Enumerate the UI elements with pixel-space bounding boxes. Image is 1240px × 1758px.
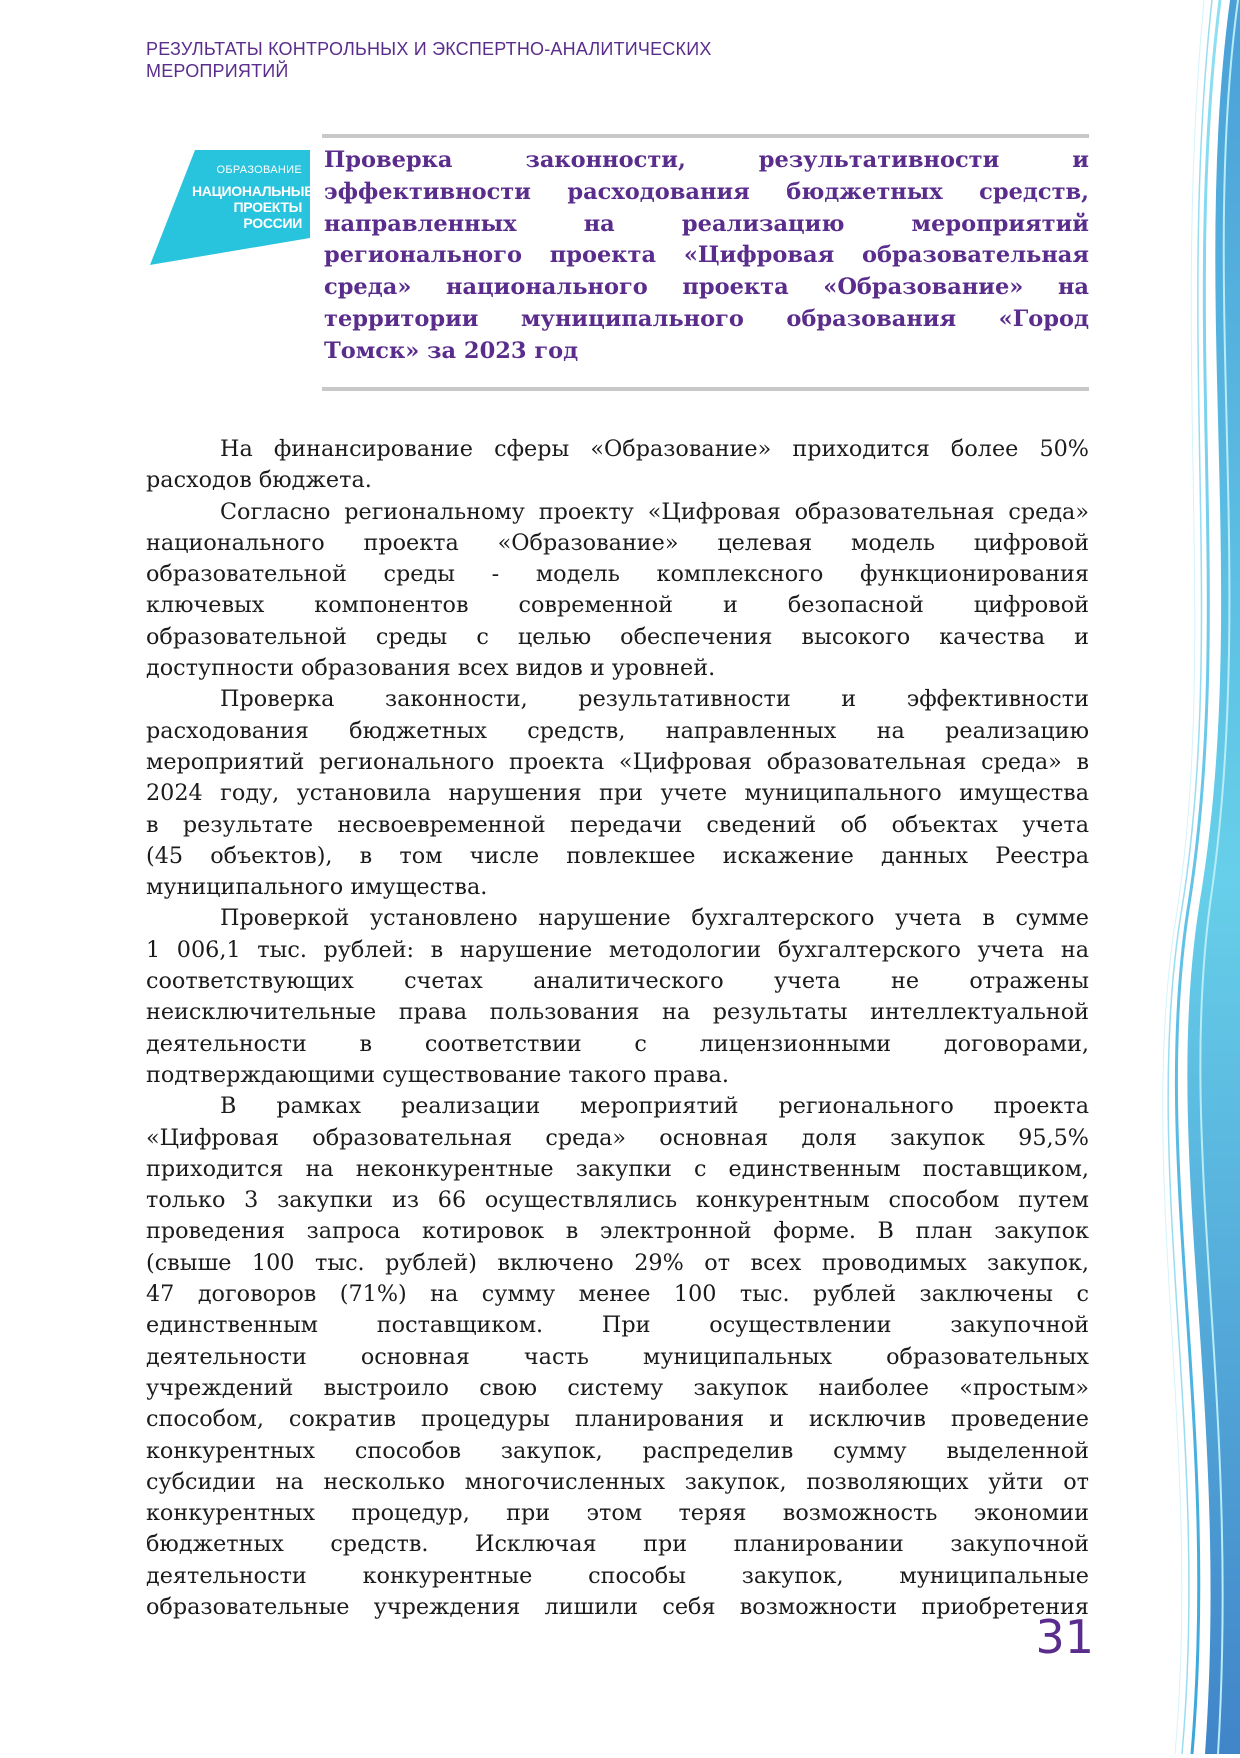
title-line: направленных на реализацию мероприятий: [324, 210, 1089, 237]
paragraph-line: образовательные учреждения лишили себя возможности приобретения: [146, 1593, 1089, 1620]
decorative-swoosh: [1080, 0, 1240, 1754]
page-number: 31: [1035, 1610, 1094, 1664]
paragraph-line: «Цифровая образовательная среда» основная доля закупок 95,5%: [146, 1124, 1089, 1151]
logo-caption: ОБРАЗОВАНИЕ: [216, 164, 302, 176]
title-line: территории муниципального образования «Город: [324, 305, 1089, 332]
paragraph-line: расходов бюджета.: [146, 467, 372, 494]
paragraph-line: мероприятий регионального проекта «Цифровая образовательная среда» в: [146, 748, 1089, 775]
paragraph-line: ключевых компонентов современной и безопасной цифровой: [146, 592, 1089, 619]
paragraph-line: деятельности конкурентные способы закупок, муниципальные: [146, 1562, 1089, 1589]
running-header-line: РЕЗУЛЬТАТЫ КОНТРОЛЬНЫХ И ЭКСПЕРТНО-АНАЛИТИЧЕСКИХ: [146, 39, 712, 59]
title-bottom-rule: [322, 387, 1089, 391]
paragraph-line: расходования бюджетных средств, направленных на реализацию: [146, 717, 1089, 744]
paragraph-line: деятельности основная часть муниципальных образовательных: [146, 1343, 1089, 1370]
logo-line: ПРОЕКТЫ: [233, 199, 302, 215]
paragraph-line: национального проекта «Образование» целевая модель цифровой: [146, 529, 1089, 556]
paragraph-line: Проверка законности, результативности и эффективности: [220, 686, 1089, 713]
paragraph-line: неисключительные права пользования на результаты интеллектуальной: [146, 999, 1089, 1026]
paragraph-line: проведения запроса котировок в электронной форме. В план закупок: [146, 1218, 1089, 1245]
title-line: эффективности расходования бюджетных средств,: [324, 178, 1089, 205]
title-line: регионального проекта «Цифровая образовательная: [324, 242, 1089, 269]
paragraph-line: приходится на неконкурентные закупки с единственным поставщиком,: [146, 1155, 1089, 1182]
title-line: Томск» за 2023 год: [324, 337, 579, 364]
paragraph-line: (свыше 100 тыс. рублей) включено 29% от всех проводимых закупок,: [146, 1249, 1089, 1276]
paragraph-line: (45 объектов), в том числе повлекшее искажение данных Реестра: [146, 842, 1089, 869]
paragraph-line: подтверждающими существование такого права.: [146, 1061, 729, 1088]
national-projects-logo: [150, 150, 314, 300]
paragraph-line: бюджетных средств. Исключая при планировании закупочной: [146, 1531, 1089, 1558]
paragraph-line: только 3 закупки из 66 осуществлялись конкурентным способом путем: [146, 1187, 1089, 1214]
paragraph-line: 1 006,1 тыс. рублей: в нарушение методологии бухгалтерского учета на: [146, 936, 1089, 963]
paragraph-line: единственным поставщиком. При осуществлении закупочной: [146, 1312, 1089, 1339]
paragraph-line: 2024 году, установила нарушения при учете муниципального имущества: [146, 780, 1089, 807]
section-title: [324, 145, 1089, 368]
paragraph-line: доступности образования всех видов и уровней.: [146, 655, 716, 682]
paragraph-line: 47 договоров (71%) на сумму менее 100 тыс. рублей заключены с: [146, 1281, 1089, 1308]
logo-line: РОССИИ: [243, 215, 302, 231]
wave-decoration-icon: [1080, 0, 1240, 1754]
title-top-rule: [322, 134, 1089, 138]
title-line: Проверка законности, результативности и: [324, 147, 1089, 173]
paragraph-line: учреждений выстроило свою систему закупок наиболее «простым»: [146, 1374, 1089, 1401]
logo-line: НАЦИОНАЛЬНЫЕ: [192, 183, 314, 199]
paragraph-line: соответствующих счетах аналитического учета не отражены: [146, 968, 1089, 995]
paragraph-line: в результате несвоевременной передачи сведений об объектах учета: [146, 811, 1089, 838]
paragraph-line: В рамках реализации мероприятий регионального проекта: [220, 1093, 1089, 1120]
paragraph-line: образовательной среды с целью обеспечения высокого качества и: [146, 623, 1089, 650]
running-header-line: МЕРОПРИЯТИЙ: [146, 61, 289, 81]
paragraph-line: субсидии на несколько многочисленных закупок, позволяющих уйти от: [146, 1468, 1089, 1495]
title-line: среда» национального проекта «Образование» на: [324, 274, 1089, 301]
paragraph-line: способом, сократив процедуры планирования и исключив проведение: [146, 1406, 1089, 1433]
paragraph-line: деятельности в соответствии с лицензионными договорами,: [146, 1030, 1089, 1057]
paragraph-line: конкурентных процедур, при этом теряя возможность экономии: [146, 1500, 1089, 1527]
body-text: [146, 434, 1089, 1623]
paragraph-line: Проверкой установлено нарушение бухгалтерского учета в сумме: [220, 905, 1089, 932]
paragraph-line: муниципального имущества.: [146, 874, 488, 901]
logo-text: [192, 164, 314, 231]
paragraph-line: На финансирование сферы «Образование» приходится более 50%: [220, 436, 1089, 462]
paragraph-line: Согласно региональному проекту «Цифровая образовательная среда»: [220, 498, 1089, 525]
paragraph-line: образовательной среды - модель комплексного функционирования: [146, 561, 1089, 588]
running-header: [146, 38, 866, 82]
paragraph-line: конкурентных способов закупок, распределив сумму выделенной: [146, 1437, 1089, 1464]
